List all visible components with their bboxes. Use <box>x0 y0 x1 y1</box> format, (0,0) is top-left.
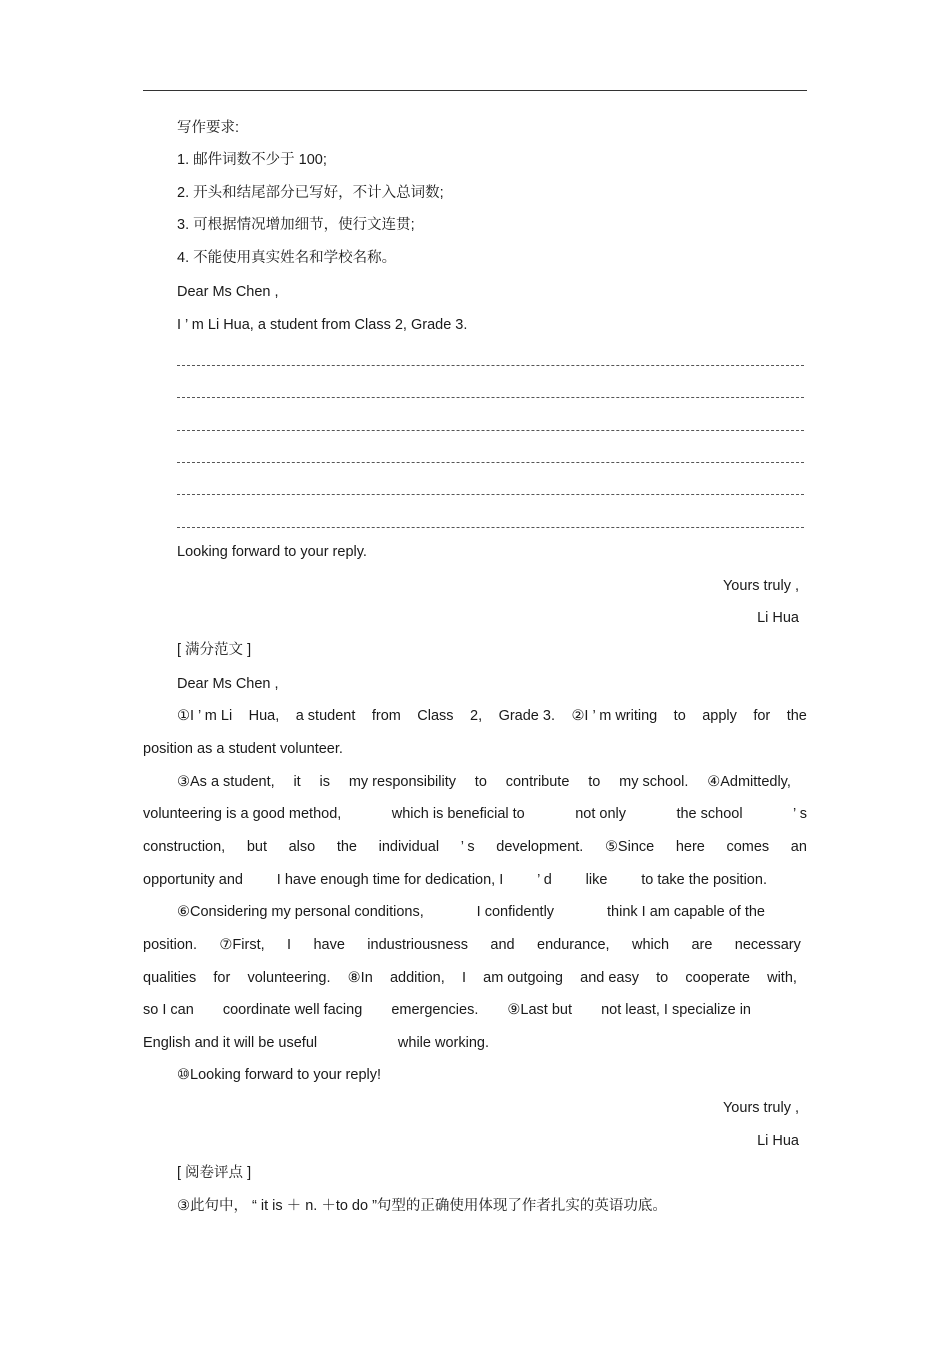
model-line <box>143 1000 751 1020</box>
model-word: Class <box>417 708 454 724</box>
model-word: volunteering. <box>247 970 331 986</box>
model-word: but <box>246 839 267 855</box>
model-line <box>143 1033 489 1053</box>
requirement-item-1: 1. 邮件词数不少于 100; <box>177 152 327 168</box>
model-signoff: Yours truly , <box>722 1100 799 1116</box>
model-word: qualities <box>143 970 197 986</box>
model-word: addition, <box>389 970 445 986</box>
model-word: think I am capable of the <box>607 904 765 920</box>
model-word: while working. <box>397 1035 489 1051</box>
model-word: ③As a student, <box>177 774 275 790</box>
model-word: individual <box>378 839 440 855</box>
model-word: coordinate well facing <box>222 1002 363 1018</box>
model-word: am outgoing <box>483 970 563 986</box>
model-word: ⑥Considering my personal conditions, <box>177 904 424 920</box>
model-word: with, <box>767 970 797 986</box>
model-word: to <box>656 970 669 986</box>
model-word: ④Admittedly, <box>707 774 791 790</box>
model-word: to <box>474 774 487 790</box>
model-word: industriousness <box>367 937 469 953</box>
model-word: are <box>691 937 713 953</box>
model-word: my responsibility <box>348 774 456 790</box>
model-word: English and it will be useful <box>143 1035 318 1051</box>
requirements-heading: 写作要求: <box>177 120 240 136</box>
model-word: the <box>336 839 357 855</box>
model-word: Hua, <box>248 708 280 724</box>
model-word: comes <box>726 839 770 855</box>
writing-line <box>177 397 804 398</box>
model-word: ’ d <box>537 872 552 888</box>
model-word: is <box>319 774 330 790</box>
model-line <box>143 804 807 824</box>
requirement-item-3: 3. 可根据情况增加细节，使行文连贯; <box>177 217 415 233</box>
model-word: 2, <box>470 708 483 724</box>
writing-line <box>177 494 804 495</box>
model-word: I <box>287 937 292 953</box>
model-word: apply <box>702 708 737 724</box>
review-heading: [ 阅卷评点 ] <box>177 1165 252 1181</box>
writing-line <box>177 430 804 431</box>
model-word: position. <box>143 937 198 953</box>
model-word: to take the position. <box>641 872 767 888</box>
model-word: the <box>786 708 807 724</box>
model-word: and <box>490 937 515 953</box>
model-word: not least, I specialize in <box>601 1002 751 1018</box>
model-greeting: Dear Ms Chen , <box>177 676 279 692</box>
model-word: the school <box>676 806 743 822</box>
model-line <box>143 968 797 988</box>
model-word: I confidently <box>476 904 555 920</box>
model-word: to <box>673 708 686 724</box>
model-word: which is beneficial to <box>391 806 525 822</box>
model-word: ⑤Since <box>604 839 655 855</box>
model-line <box>143 837 807 857</box>
model-word: development. <box>496 839 584 855</box>
task-signoff: Yours truly , <box>722 578 799 594</box>
model-line <box>177 772 791 792</box>
model-word: like <box>585 872 608 888</box>
model-line <box>143 935 801 955</box>
model-line <box>177 706 807 726</box>
requirement-item-2: 2. 开头和结尾部分已写好，不计入总词数; <box>177 185 444 201</box>
model-word: have <box>313 937 345 953</box>
model-word: which <box>631 937 670 953</box>
model-word: contribute <box>505 774 570 790</box>
model-word: for <box>213 970 231 986</box>
model-word: opportunity and <box>143 872 243 888</box>
model-word: ’ s <box>460 839 475 855</box>
model-word: ②I ’ m writing <box>571 708 658 724</box>
model-word: here <box>675 839 705 855</box>
model-word: I have enough time for dedication, I <box>276 872 504 888</box>
model-word: construction, <box>143 839 226 855</box>
model-word: from <box>371 708 401 724</box>
model-word: endurance, <box>537 937 610 953</box>
model-word: a student <box>295 708 356 724</box>
model-word: for <box>753 708 771 724</box>
model-word: ⑨Last but <box>507 1002 573 1018</box>
task-signature: Li Hua <box>757 610 799 626</box>
model-word: cooperate <box>685 970 750 986</box>
task-closing: Looking forward to your reply. <box>177 544 367 560</box>
review-comment: ③此句中， “ it is ＋ n. ＋to do ”句型的正确使用体现了作者扎实的英语功底。 <box>177 1198 667 1214</box>
model-word: emergencies. <box>391 1002 479 1018</box>
writing-line <box>177 365 804 366</box>
model-word: and easy <box>580 970 639 986</box>
writing-line <box>177 462 804 463</box>
model-word: I <box>461 970 466 986</box>
model-line <box>143 870 767 890</box>
model-heading: [ 满分范文 ] <box>177 642 252 658</box>
model-line: ⑩Looking forward to your reply! <box>177 1067 382 1083</box>
model-word: ’ s <box>793 806 807 822</box>
model-line <box>177 902 765 922</box>
model-word: not only <box>575 806 627 822</box>
writing-line <box>177 527 804 528</box>
model-word: to <box>588 774 601 790</box>
model-word: so I can <box>143 1002 194 1018</box>
model-word: my school. <box>619 774 689 790</box>
model-word: it <box>293 774 301 790</box>
task-greeting: Dear Ms Chen , <box>177 284 279 300</box>
model-word: Grade 3. <box>498 708 555 724</box>
requirement-item-4: 4. 不能使用真实姓名和学校名称。 <box>177 250 397 266</box>
model-signature: Li Hua <box>757 1133 799 1149</box>
model-word: also <box>288 839 316 855</box>
model-word: volunteering is a good method, <box>143 806 342 822</box>
model-word: ⑦First, <box>219 937 265 953</box>
model-word: an <box>790 839 807 855</box>
task-opening: I ’ m Li Hua, a student from Class 2, Grade 3. <box>177 317 468 333</box>
model-word: ⑧In <box>347 970 373 986</box>
top-rule <box>143 90 807 91</box>
model-line: position as a student volunteer. <box>143 741 343 757</box>
model-word: necessary <box>734 937 801 953</box>
model-word: ①I ’ m Li <box>177 708 233 724</box>
